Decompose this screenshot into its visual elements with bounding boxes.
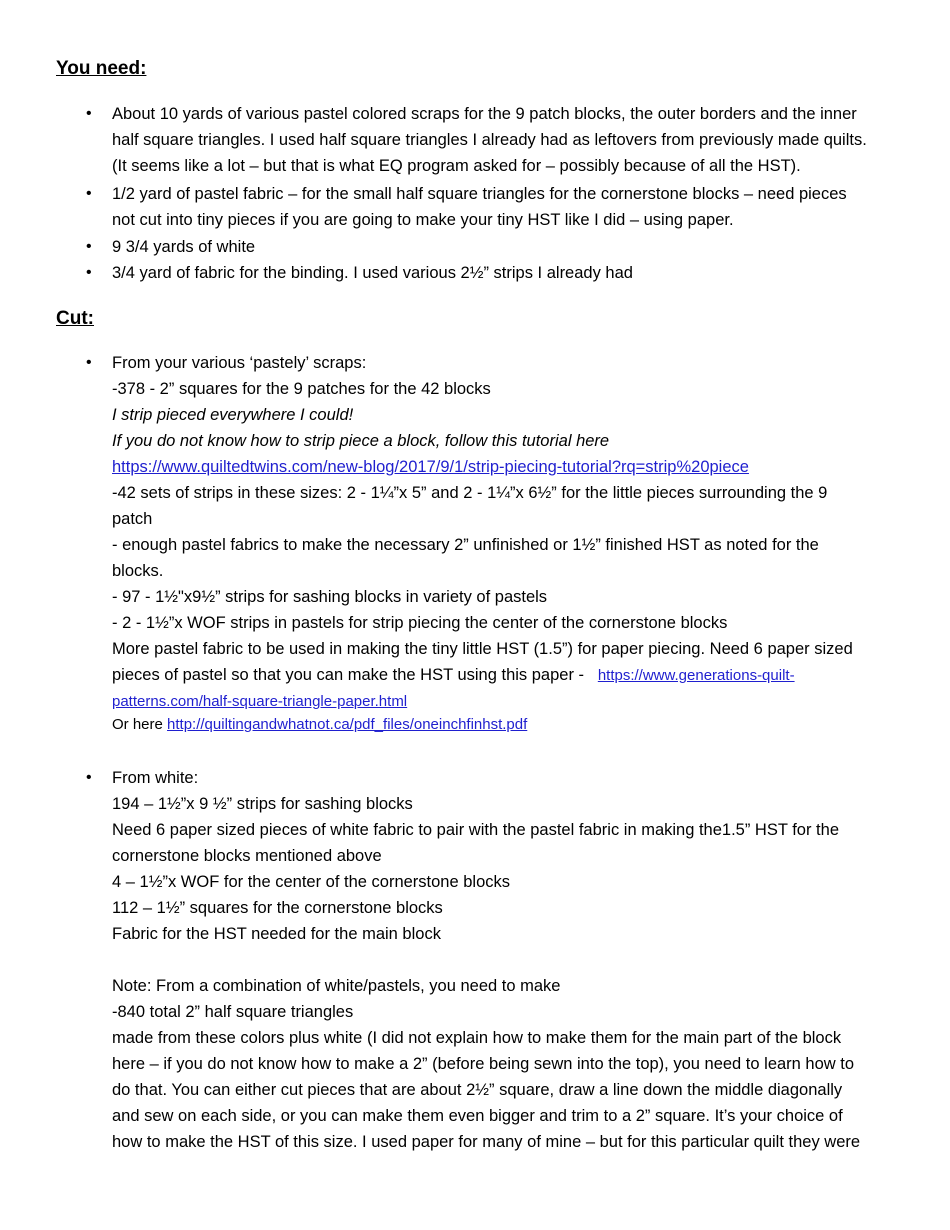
cut-white-item: From white: 194 – 1½”x 9 ½” strips for sashing blocks Need 6 paper sized pieces of white fabric to pair with the pastel fabric in making the1.5” HST for the cornerstone blocks mentioned above 4 – 1½”x WOF for the center of the cornerstone blocks 112 – 1½” squares for the cornerstone blocks Fabric for the HST needed for the main block Note: From a combination of white/pastels, you need to make -840 total 2” half square triangles made from these colors plus white (I did not explain how to make them for the main part of the block here – if you do not know how to make a 2” (before being sewn into the top), you need to learn how to do that. You can either cut pieces that are about 2½” square, draw a line down the middle diagonally and sew on each side, or you can make them even bigger and trim to a 2” square. It’s your choice of how to make the HST of this size. I used paper for many of mine – but for this particular quilt they were	[112, 769, 861, 1151]
bullet-icon: •	[86, 185, 92, 202]
list-item: 9 3/4 yards of white	[112, 238, 256, 256]
cut-pastel-item: From your various ‘pastely’ scraps: -378 - 2” squares for the 9 patches for the 42 blocks I strip pieced everywhere I could! If you do not know how to strip piece a block, follow this tutorial here https://www.quiltedtwins.com/new-blog/2017/9/1/strip-piecing-tutorial?rq=strip%20piece -42 sets of strips in these sizes: 2 - 1¼”x 5” and 2 - 1¼”x 6½” for the little pieces surrounding the 9 patch - enough pastel fabrics to make the necessary 2” unfinished or 1½” finished HST as noted for the blocks. - 97 - 1½"x9½” strips for sashing blocks in variety of pastels - 2 - 1½”x WOF strips in pastels for strip piecing the center of the cornerstone blocks More pastel fabric to be used in making the tiny little HST (1.5”) for paper piecing. Need 6 paper sized pieces of pastel so that you can make the HST using this paper - https://www.generations-quilt- patterns.com/half-square-triangle-paper.html Or here http://quiltingandwhatnot.ca/pdf_files/oneinchfinhst.pdf	[112, 354, 853, 733]
oneinch-hst-pdf-link[interactable]: http://quiltingandwhatnot.ca/pdf_files/oneinchfinhst.pdf	[167, 716, 528, 733]
hst-paper-link-cont[interactable]: patterns.com/half-square-triangle-paper.html	[112, 693, 408, 710]
heading-you-need: You need:	[56, 58, 147, 79]
bullet-icon: •	[86, 264, 92, 281]
bullet-icon: •	[86, 769, 92, 786]
list-item: About 10 yards of various pastel colored scraps for the 9 patch blocks, the outer borders and the inner half square triangles. I used half square triangles I already had as leftovers from previously made quilts. (It seems like a lot – but that is what EQ program asked for – possibly because of all the HST).	[112, 105, 867, 175]
strip-piecing-tutorial-link[interactable]: https://www.quiltedtwins.com/new-blog/2017/9/1/strip-piecing-tutorial?rq=strip%20piece	[112, 458, 749, 476]
list-item: 1/2 yard of pastel fabric – for the small half square triangles for the cornerstone blocks – need pieces not cut into tiny pieces if you are going to make your tiny HST like I did – using paper.	[112, 185, 847, 229]
bullet-icon: •	[86, 238, 92, 255]
heading-cut: Cut:	[56, 308, 94, 329]
hst-paper-link[interactable]: https://www.generations-quilt-	[597, 667, 795, 684]
bullet-icon: •	[86, 105, 92, 122]
list-item: 3/4 yard of fabric for the binding. I used various 2½” strips I already had	[112, 264, 633, 282]
bullet-icon: •	[86, 354, 92, 371]
